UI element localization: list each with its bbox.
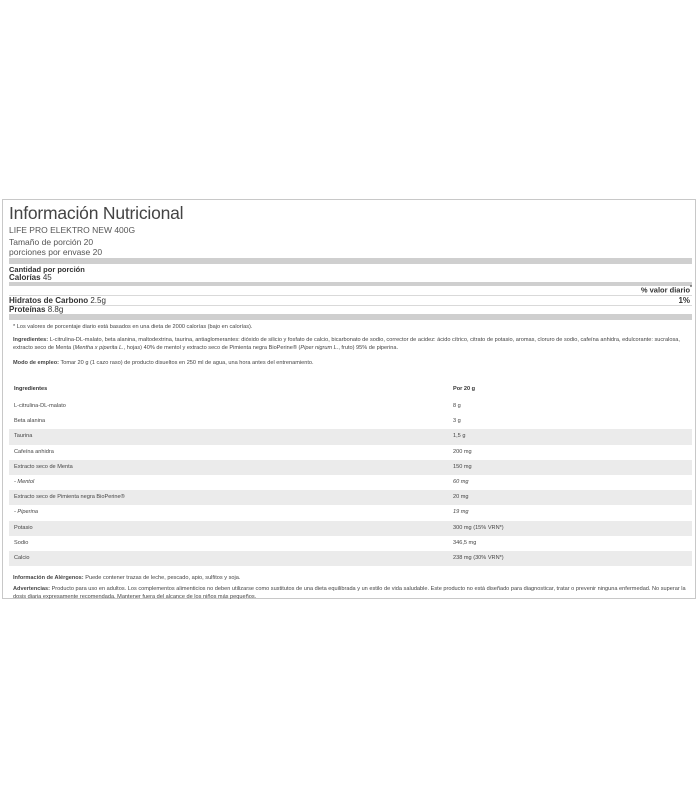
ingredient-amount: 200 mg	[453, 448, 472, 455]
serving-size: Tamaño de porción 20	[9, 237, 94, 247]
ingredient-name: Calcio	[14, 554, 30, 561]
thick-divider	[9, 258, 692, 264]
table-row	[9, 429, 692, 444]
calories-label: Calorías	[9, 273, 41, 282]
daily-value-mark: *	[690, 285, 692, 291]
footnote: * Los valores de porcentaje diario está basados en una dieta de 2000 calorías (bajo en calorías).	[13, 324, 253, 330]
usage-label: Modo de empleo:	[13, 360, 59, 366]
ingredient-name: Taurina	[14, 433, 33, 440]
table-body	[9, 399, 692, 566]
warnings-note: Advertencias: Producto para uso en adultos. Los complementos alimenticios no deben utilizarse como sustitutos de una dieta equilibrada y un estilo de vida saludable. Este producto no está diseñado para diagnosticar, tratar o prevenir ninguna enfermedad. No superar la dosis diaria expresamente recomendada. Mantener fuera del alcance de los niños más pequeños.	[13, 586, 686, 600]
table-row	[9, 475, 692, 490]
allergens-note: Información de Alérgenos: Puede contener trazas de leche, pescado, apio, sulfitos y soja.	[13, 575, 241, 581]
ingredient-name: - Mentol	[14, 478, 35, 485]
protein-label: Proteínas	[9, 305, 46, 314]
table-row	[9, 414, 692, 429]
ingredient-name: Sodio	[14, 539, 29, 546]
ingredient-amount: 150 mg	[453, 463, 472, 470]
calories-row	[9, 273, 692, 282]
ingredient-name: L-citrulina-DL-malato	[14, 403, 66, 409]
ingredient-amount: 8 g	[453, 403, 461, 409]
table-row	[9, 490, 692, 505]
thick-divider-bottom	[9, 314, 692, 320]
ingredient-amount: 20 mg	[453, 494, 469, 501]
header-ingredients: Ingredientes	[14, 386, 48, 392]
allergens-label: Información de Alérgenos:	[13, 575, 84, 581]
ingredients-label: Ingredientes:	[13, 337, 49, 343]
servings-per-container: porciones por envase 20	[9, 247, 103, 257]
carbs-label: Hidratos de Carbono	[9, 296, 89, 305]
table-row	[9, 551, 692, 566]
warnings-label: Advertencias:	[13, 586, 50, 592]
table-row	[9, 399, 692, 414]
ingredients-table	[9, 381, 692, 566]
ingredient-amount: 238 mg (30% VRN*)	[453, 554, 504, 561]
carbs-row	[9, 296, 692, 305]
table-row	[9, 505, 692, 520]
nutrition-panel	[2, 199, 696, 599]
ingredient-name: Potasio	[14, 524, 33, 531]
ingredient-amount: 346,5 mg	[453, 539, 477, 546]
product-name: LIFE PRO ELEKTRO NEW 400G	[9, 225, 136, 235]
protein-row	[9, 305, 692, 314]
carbs-dv: 1%	[678, 296, 690, 305]
ingredient-amount: 19 mg	[453, 509, 469, 516]
table-header	[9, 381, 692, 399]
ingredient-name: Beta alanina	[14, 418, 46, 425]
table-row	[9, 521, 692, 536]
ingredient-name: Extracto seco de Pimienta negra BioPerine®	[14, 494, 125, 501]
amount-per-serving: Cantidad por porción	[9, 265, 85, 274]
panel-title: Información Nutricional	[9, 203, 184, 223]
protein-value: 8.8g	[47, 305, 64, 314]
ingredient-amount: 300 mg (15% VRN*)	[453, 524, 504, 531]
carbs-value: 2.5g	[90, 296, 106, 305]
calories-value: 45	[42, 273, 52, 282]
table-row	[9, 460, 692, 475]
ingredient-name: Extracto seco de Menta	[14, 463, 73, 470]
header-per-serving: Por 20 g	[453, 386, 476, 392]
table-row	[9, 445, 692, 460]
ingredient-amount: 1,5 g	[453, 433, 466, 440]
ingredient-amount: 60 mg	[453, 478, 469, 485]
ingredients-note: Ingredientes: L-citrulina-DL-malato, beta alanina, maltodextrina, taurina, antiaglomerantes: dióxido de silicio y fosfato de calcio, bicarbonato de sodio, corrector de acidez: ácido cítrico, citrato de potasio, aromas, cloruro de sodio, cafeína anhidra, edulcorante: sucralosa, extracto seco de Menta (Mentha x piperita L., hojas) 40% de mentol y extracto seco de Pimienta negra BioPerine® (Piper nigrum L., fruto) 95% de piperina.	[13, 337, 680, 351]
ingredient-name: - Piperina	[14, 509, 38, 516]
daily-value-header: % valor diario*	[640, 285, 692, 295]
ingredient-amount: 3 g	[453, 418, 461, 425]
ingredient-name: Cafeína anhidra	[14, 448, 54, 455]
table-row	[9, 536, 692, 551]
usage-note: Modo de empleo: Tomar 20 g (1 cazo raso) de producto disueltos en 250 ml de agua, una hora antes del entrenamiento.	[13, 360, 314, 366]
